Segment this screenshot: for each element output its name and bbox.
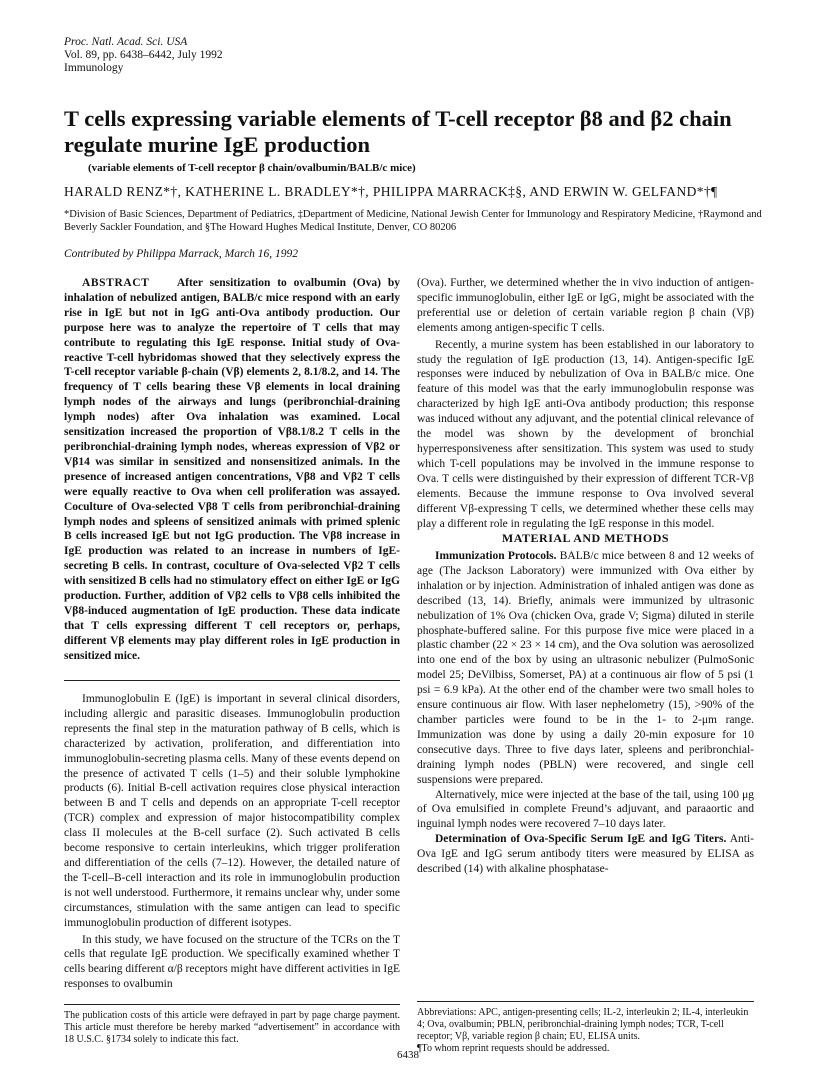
journal-header bbox=[64, 36, 223, 75]
volume-line: Vol. 89, pp. 6438–6442, July 1992 bbox=[64, 49, 223, 61]
section-label: Immunology bbox=[64, 62, 124, 74]
methods-paragraph-2: Alternatively, mice were injected at the base of the tail, using 100 μg of Ova emulsified in complete Freund’s adjuvant, and paraaortic and inguinal lymph nodes were recovered 7–10 days later. bbox=[417, 788, 754, 831]
intro-paragraph-3: (Ova). Further, we determined whether the in vivo induction of antigen-specific immunoglobulin, either IgE or IgG, might be associated with the preferential use or deletion of certain variable region β chain (Vβ) elements among antigen-specific T cells. bbox=[417, 277, 754, 334]
abstract-text: After sensitization to ovalbumin (Ova) by inhalation of nebulized antigen, BALB/c mice respond with an early rise in IgE but not in IgG anti-Ova antibody production. Our purpose here was to analyze the repertoire of T cells that may contribute to regulating this IgE response. Initial study of Ova-reactive T-cell hybridomas showed that they selectively express the T-cell receptor variable β-chain (Vβ) elements 2, 8.1/8.2, and 14. The frequency of T cells bearing these Vβ elements in local draining lymph nodes of the airways and lungs (peribronchial-draining lymph nodes) after Ova inhalation was examined. Local sensitization increased the proportion of Vβ8.1/8.2 T cells in the peribronchial-draining lymph nodes, whereas expression of Vβ2 or Vβ14 was similar in sensitized and nonsensitized animals. In the presence of increased antigen concentrations, Vβ8 and Vβ2 T cells were equally reactive to Ova when cell proliferation was assayed. Coculture of Ova-selected Vβ8 T cells from peribronchial-draining lymph nodes and spleens of sensitized animals with primed splenic B cells increased IgE but not IgG production. The Vβ8 increase in IgE production was related to an increase in numbers of IgE-secreting B cells. In contrast, coculture of Ova-selected Vβ2 T cells with sensitized B cells had no stimulatory effect on either IgE or IgG production. Further, addition of Vβ2 cells to Vβ8 cells inhibited the Vβ8-induced augmentation of IgE production. These data indicate that T cells expressing different T cell receptors or, perhaps, different Vβ elements may play different roles in IgE production in sensitized mice. bbox=[64, 277, 400, 662]
introduction bbox=[64, 692, 400, 992]
immunization-text: BALB/c mice between 8 and 12 weeks of age (The Jackson Laboratory) were immunized with Ova either by inhalation or by injection. Administration of inhaled antigen was done as described (13, 14). Briefly, animals were immunized by ultrasonic nebulization of 1% Ova (chicken Ova, grade V; Sigma) diluted in sterile phosphate-buffered saline. For this purpose five mice were placed in a plastic chamber (22 × 23 × 14 cm), and the Ova solution was aerosolized into one end of the box by using an ultrasonic nebulizer (PulmoSonic model 25; DeVilbiss, Somerset, PA) at a continuous air flow of 5 psi (1 psi = 6.9 kPa). At the other end of the chamber were two small holes to ensure continuous air flow. With laser nephelometry (15), >90% of the chamber particles were found to be in the 1- to 2-μm range. Immunization was done by using a daily 20-min exposure for 10 consecutive days. Three to five days later, spleens and peribronchial-draining lymph nodes (PBLN) were recovered, and single cell suspensions were prepared. bbox=[417, 550, 754, 786]
reprint-note: ¶To whom reprint requests should be addressed. bbox=[417, 1043, 610, 1054]
methods-paragraph-3 bbox=[417, 832, 754, 877]
footnote-divider-left bbox=[64, 1004, 400, 1005]
abstract bbox=[64, 276, 400, 664]
page-charge-footnote: The publication costs of this article were defrayed in part by page charge payment. This article must therefore be hereby marked “advertisement” in accordance with 18 U.S.C. §1734 solely to indicate this fact. bbox=[64, 1010, 400, 1045]
intro-continued bbox=[417, 276, 754, 531]
abstract-label: ABSTRACT bbox=[82, 277, 150, 289]
methods-section bbox=[417, 549, 754, 877]
methods-heading: MATERIAL AND METHODS bbox=[501, 531, 670, 545]
methods-paragraph-1 bbox=[417, 549, 754, 788]
titers-heading: Determination of Ova-Specific Serum IgE and IgG Titers. bbox=[435, 833, 727, 846]
article-title: T cells expressing variable elements of T-cell receptor β8 and β2 chain regulate murine IgE production bbox=[64, 106, 732, 157]
immunization-heading: Immunization Protocols. bbox=[435, 550, 557, 562]
intro-paragraph-4: Recently, a murine system has been established in our laboratory to study the regulation of IgE production (13, 14). Antigen-specific IgE responses were induced by nebulization of Ova in BALB/c mice. One feature of this model was that the early immunoglobulin response was characterized by high IgE anti-Ova antibody production; this response was induced without any adjuvant, and the potential clinical relevance of the model was shown by the development of bronchial hyperresponsiveness after sensitization. This system was used to study which T-cell populations may be involved in the immune response to Ova. T cells were distinguished by their expression of different TCR-Vβ elements. Because the immune response to Ova involved several different Vβ-expressing T cells, we determined whether these cells may play a different role in regulating the IgE response in this model. bbox=[417, 338, 754, 530]
intro-paragraph-1: Immunoglobulin E (IgE) is important in several clinical disorders, including allergic and parasitic diseases. Immunoglobulin production represents the final step in the maturation pathway of B cells, which is characterized by activation, proliferation, and differentiation into immunoglobulin-secreting plasma cells. Many of these events depend on the presence of activated T cells (1–5) and their soluble lymphokine products (6). Initial B-cell activation requires close physical interaction between B and T cells and depends on an appropriate T-cell receptor (TCR) complex and expression of major histocompatibility complex class II molecules at the B-cell surface (2). Such activated B cells become responsive to certain interleukins, which trigger proliferation and differentiation of the cells (7–12). However, the detailed nature of the T-cell–B-cell interaction and its role in immunoglobulin production is not well understood. Furthermore, it remains unclear why, under some circumstances, stimulation with the same antigen can lead to specific immunoglobulin production of different isotypes. bbox=[64, 693, 400, 929]
titers-text: Anti-Ova IgE and IgG serum antibody titers were measured by ELISA as described (14) with alkaline phosphatase- bbox=[417, 833, 754, 876]
article-subtitle: (variable elements of T-cell receptor β chain/ovalbumin/BALB/c mice) bbox=[88, 162, 416, 174]
page-number: 6438 bbox=[397, 1049, 419, 1061]
abbreviations-footnote bbox=[417, 1007, 754, 1055]
affiliations: *Division of Basic Sciences, Department of Pediatrics, ‡Department of Medicine, National Jewish Center for Immunology and Respiratory Medicine, †Raymond and Beverly Sackler Foundation, and §The Howard Hughes Medical Institute, Denver, CO 80206 bbox=[64, 209, 762, 233]
intro-paragraph-2: In this study, we have focused on the structure of the TCRs on the T cells that regulate IgE production. We specifically examined whether T cells bearing different α/β receptors might have different activities in IgE responses to ovalbumin bbox=[64, 933, 400, 991]
abbreviations-text: Abbreviations: APC, antigen-presenting cells; IL-2, interleukin 2; IL-4, interleukin 4; Ova, ovalbumin; PBLN, peribronchial-draining lymph nodes; TCR, T-cell receptor; Vβ, variable region β chain; EU, ELISA units. bbox=[417, 1007, 749, 1042]
contributed-line: Contributed by Philippa Marrack, March 16, 1992 bbox=[64, 248, 299, 260]
abstract-divider bbox=[64, 680, 400, 681]
footnote-divider-right bbox=[417, 1001, 754, 1002]
author-list: HARALD RENZ*†, KATHERINE L. BRADLEY*†, PHILIPPA MARRACK‡§, AND ERWIN W. GELFAND*†¶ bbox=[64, 184, 718, 199]
journal-name: Proc. Natl. Acad. Sci. USA bbox=[64, 36, 188, 48]
